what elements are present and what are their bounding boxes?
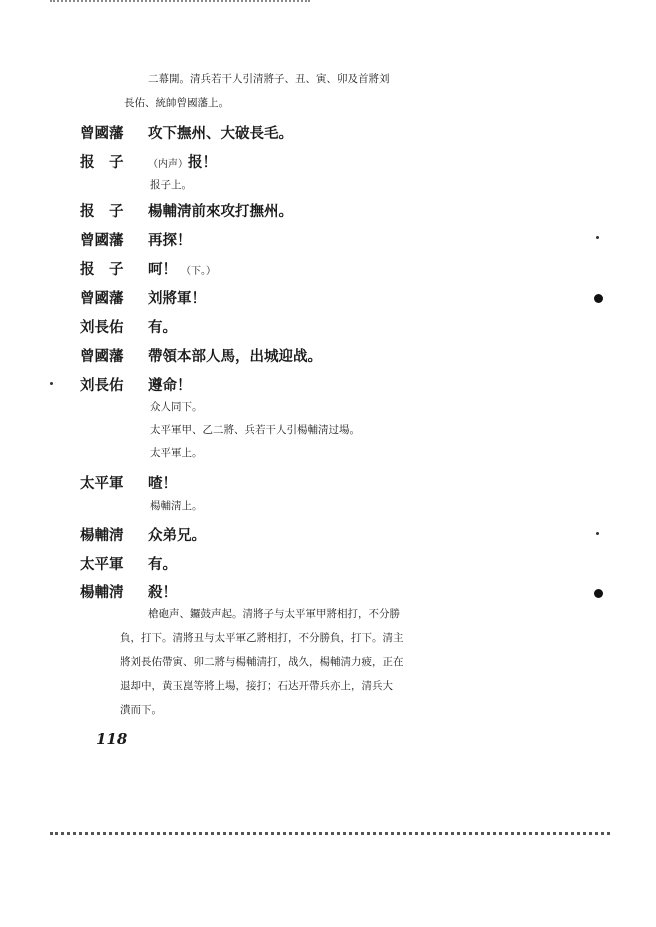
speaker-name: 曾國藩 bbox=[80, 290, 124, 307]
speech-text: 帶領本部人馬，出城迎战。 bbox=[148, 348, 322, 365]
scan-artifact-dot bbox=[596, 236, 599, 239]
dialogue-line bbox=[80, 553, 177, 574]
scan-edge-top bbox=[50, 0, 310, 5]
scan-artifact-dot bbox=[594, 589, 603, 598]
speech-text: 有。 bbox=[148, 556, 177, 573]
dialogue-line bbox=[80, 374, 192, 395]
speaker-name: 报 子 bbox=[80, 261, 124, 278]
dialogue-line bbox=[80, 472, 177, 493]
speech-text: 遵命！ bbox=[148, 377, 192, 394]
stage-note: （下。） bbox=[181, 266, 216, 277]
dialogue-line bbox=[80, 581, 177, 602]
speaker-name: 楊輔淸 bbox=[80, 527, 124, 544]
stage-direction-top-line2: 長佑、統帥曾國藩上。 bbox=[124, 97, 229, 109]
stage-direction: 太平軍甲、乙二將、兵若干人引楊輔淸过場。 bbox=[150, 424, 360, 436]
dialogue-line bbox=[80, 524, 206, 545]
stage-note: （内声） bbox=[148, 159, 188, 170]
speaker-name: 曾國藩 bbox=[80, 232, 124, 249]
speech-text: 刘將軍！ bbox=[148, 290, 206, 307]
speech-text: 攻下撫州、大破長毛。 bbox=[148, 125, 293, 142]
scan-artifact-dot bbox=[50, 382, 53, 385]
stage-direction-bottom-line4: 退却中，黄玉崑等將上場，接打；石达开帶兵亦上，清兵大 bbox=[120, 680, 393, 692]
stage-direction: 太平軍上。 bbox=[150, 447, 203, 459]
dialogue-line bbox=[80, 229, 192, 250]
stage-direction-top-line1: 二幕開。清兵若干人引清將子、丑、寅、卯及首將刘 bbox=[148, 73, 390, 85]
speech-text: 楊輔淸前來攻打撫州。 bbox=[148, 203, 293, 220]
speaker-name: 曾國藩 bbox=[80, 125, 124, 142]
speaker-name: 报 子 bbox=[80, 203, 124, 220]
scan-edge-bottom bbox=[50, 832, 610, 838]
dialogue-line bbox=[80, 151, 217, 172]
stage-direction-bottom-line1: 槍砲声、鑼鼓声起。清將子与太平軍甲將相打，不分勝 bbox=[148, 608, 400, 620]
dialogue-line bbox=[80, 345, 322, 366]
speaker-name: 太平軍 bbox=[80, 556, 124, 573]
speech-text: 呵！ bbox=[148, 261, 177, 278]
stage-direction-bottom-line3: 將刘長佑帶寅、卯二將与楊輔淸打，战久，楊輔淸力疲，正在 bbox=[120, 656, 404, 668]
dialogue-line bbox=[80, 200, 293, 221]
speech-text: 再探！ bbox=[148, 232, 192, 249]
scan-artifact-dot bbox=[596, 532, 599, 535]
speech-text: 殺！ bbox=[148, 584, 177, 601]
speaker-name: 刘長佑 bbox=[80, 319, 124, 336]
speech-wrapper bbox=[148, 151, 217, 172]
dialogue-line bbox=[80, 316, 177, 337]
dialogue-line bbox=[80, 287, 206, 308]
speech-text: 有。 bbox=[148, 319, 177, 336]
dialogue-line bbox=[80, 258, 216, 279]
speaker-name: 曾國藩 bbox=[80, 348, 124, 365]
stage-direction: 报子上。 bbox=[150, 179, 192, 191]
stage-direction: 众人同下。 bbox=[150, 401, 203, 413]
speaker-name: 楊輔淸 bbox=[80, 584, 124, 601]
speech-text: 喳！ bbox=[148, 475, 177, 492]
stage-direction-bottom-line5: 潰而下。 bbox=[120, 704, 162, 716]
speaker-name: 太平軍 bbox=[80, 475, 124, 492]
speech-text: 众弟兄。 bbox=[148, 527, 206, 544]
speech-text: 报！ bbox=[188, 154, 217, 171]
stage-direction: 楊輔淸上。 bbox=[150, 500, 203, 512]
page-number: 118 bbox=[96, 730, 128, 748]
speech-wrapper bbox=[148, 258, 216, 279]
speaker-name: 刘長佑 bbox=[80, 377, 124, 394]
scan-artifact-dot bbox=[594, 294, 603, 303]
stage-direction-bottom-line2: 負，打下。清將丑与太平軍乙將相打，不分勝負，打下。清主 bbox=[120, 632, 404, 644]
dialogue-line bbox=[80, 122, 293, 143]
speaker-name: 报 子 bbox=[80, 154, 124, 171]
